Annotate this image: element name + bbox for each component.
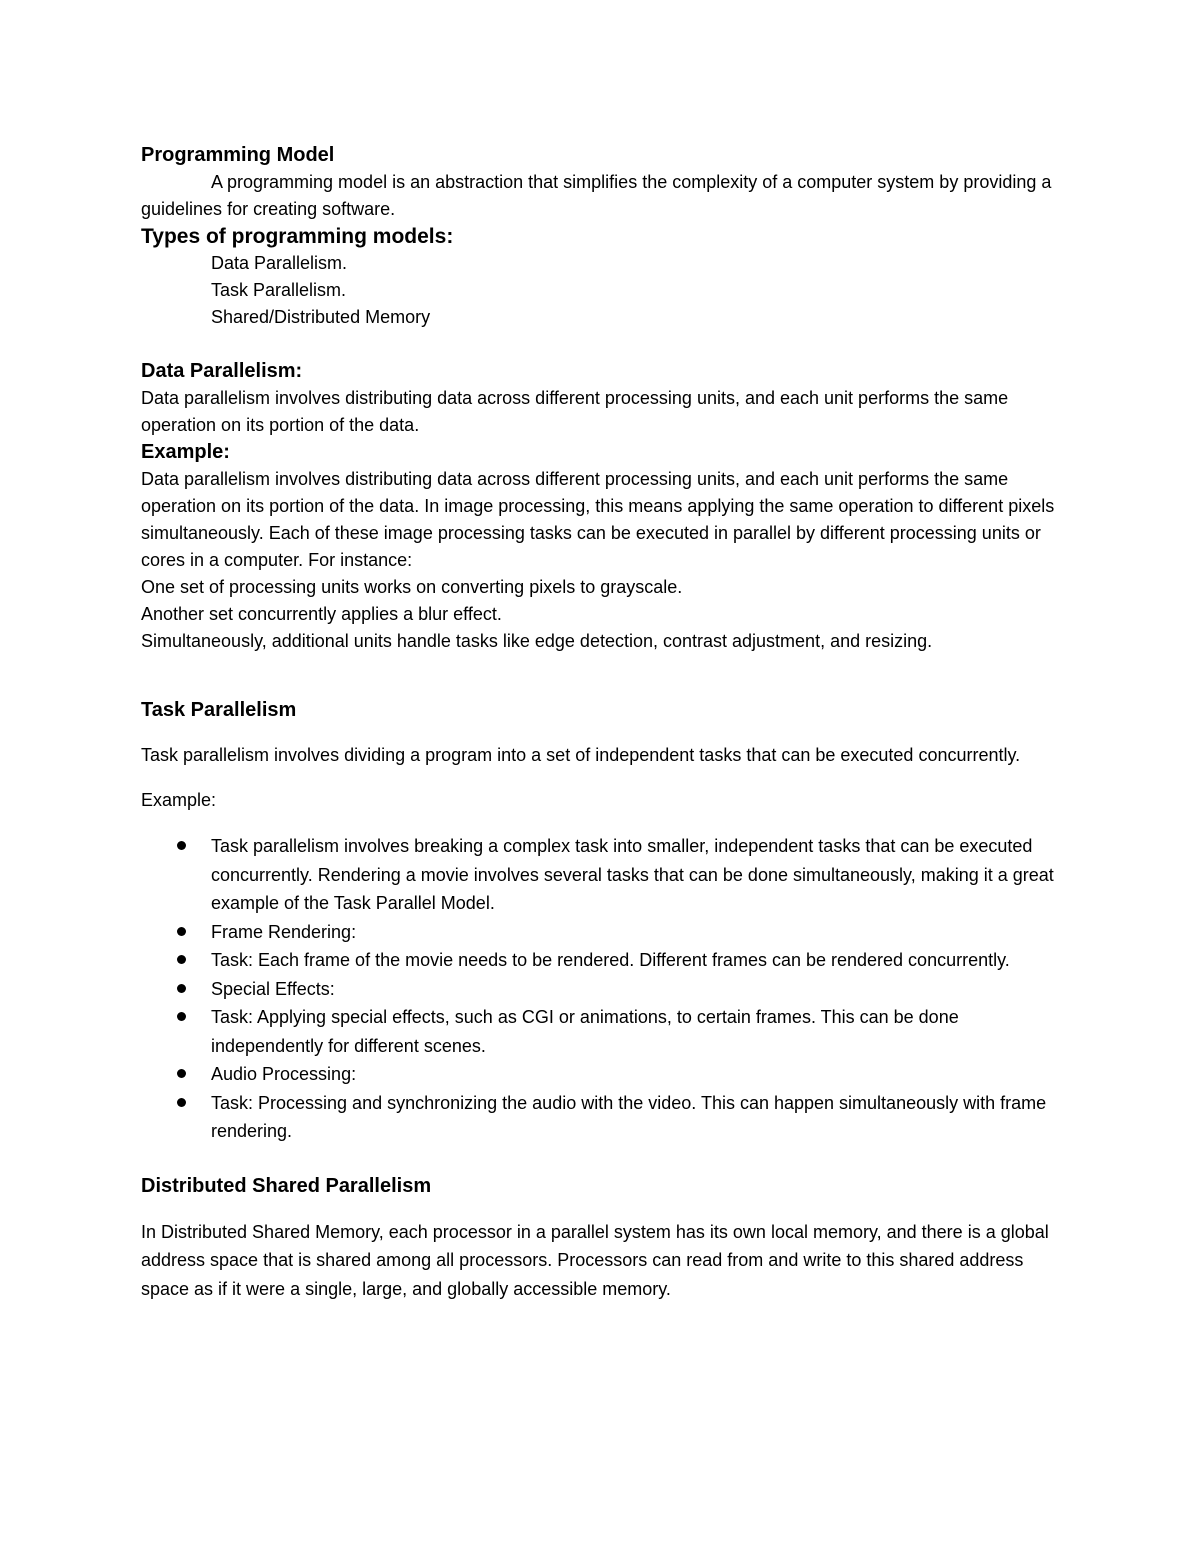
spacer xyxy=(141,814,1061,832)
heading-data-parallelism: Data Parallelism: xyxy=(141,360,303,382)
spacer xyxy=(141,724,1061,742)
heading-distributed-shared: Distributed Shared Parallelism xyxy=(141,1174,432,1197)
bullet-item xyxy=(211,975,1061,1004)
spacer xyxy=(141,769,1061,787)
bullet-icon xyxy=(177,1069,186,1078)
spacer xyxy=(141,1200,1061,1218)
paragraph-programming-model: A programming model is an abstraction that simplifies the complexity of a computer system by providing a guidelines for creating software. xyxy=(141,172,1052,219)
spacer xyxy=(141,331,1061,358)
bullet-item xyxy=(211,1089,1061,1146)
bullet-item xyxy=(211,1060,1061,1089)
paragraph-data-parallelism: Data parallelism involves distributing data across different processing units, and each unit performs the same operation on its portion of the data. xyxy=(141,388,1009,435)
types-item: Task Parallelism. xyxy=(211,280,347,300)
bullet-text: Audio Processing: xyxy=(211,1064,357,1084)
heading-types: Types of programming models: xyxy=(141,225,454,248)
paragraph-distributed-shared: In Distributed Shared Memory, each processor in a parallel system has its own local memory, and there is a global address space that is shared among all processors. Processors can read from and write to this shared address space as if it were a single, large, and globally accessible memory. xyxy=(141,1221,1049,1299)
bullet-icon xyxy=(177,1098,186,1107)
bullet-icon xyxy=(177,984,186,993)
example-line: One set of processing units works on converting pixels to grayscale. xyxy=(141,577,683,597)
label-example-task: Example: xyxy=(141,790,217,810)
bullet-icon xyxy=(177,927,186,936)
bullet-text: Task parallelism involves breaking a complex task into smaller, independent tasks that can be executed concurrently. Rendering a movie involves several tasks that can be done simultaneously, making it a great example of the Task Parallel Model. xyxy=(211,836,1054,913)
heading-programming-model: Programming Model xyxy=(141,144,335,166)
bullet-icon xyxy=(177,841,186,850)
document-body xyxy=(141,142,1061,1303)
heading-example-data: Example: xyxy=(141,441,230,463)
example-line: Another set concurrently applies a blur effect. xyxy=(141,604,502,624)
spacer xyxy=(141,1146,1061,1173)
bullet-item xyxy=(211,1003,1061,1060)
bullet-item xyxy=(211,946,1061,975)
bullet-item xyxy=(211,918,1061,947)
paragraph-task-parallelism: Task parallelism involves dividing a program into a set of independent tasks that can be executed concurrently. xyxy=(141,745,1021,765)
spacer xyxy=(141,655,1061,697)
types-list xyxy=(141,250,1061,331)
task-bullet-list xyxy=(141,832,1061,1146)
paragraph-example-data: Data parallelism involves distributing data across different processing units, and each unit performs the same operation on its portion of the data. In image processing, this means applying the same operation to different pixels simultaneously. Each of these image processing tasks can be executed in parallel by different processing units or cores in a computer. For instance: xyxy=(141,469,1055,570)
bullet-text: Frame Rendering: xyxy=(211,921,357,942)
types-item: Data Parallelism. xyxy=(211,253,348,273)
bullet-icon xyxy=(177,1012,186,1021)
bullet-text: Task: Each frame of the movie needs to be rendered. Different frames can be rendered concurrently. xyxy=(211,950,1010,970)
bullet-text: Task: Processing and synchronizing the audio with the video. This can happen simultaneously with frame rendering. xyxy=(211,1092,1047,1141)
types-item: Shared/Distributed Memory xyxy=(211,307,431,327)
bullet-text: Task: Applying special effects, such as CGI or animations, to certain frames. This can be done independently for different scenes. xyxy=(211,1007,959,1056)
bullet-text: Special Effects: xyxy=(211,978,335,999)
example-line: Simultaneously, additional units handle tasks like edge detection, contrast adjustment, and resizing. xyxy=(141,631,933,651)
bullet-icon xyxy=(177,955,186,964)
heading-task-parallelism: Task Parallelism xyxy=(141,699,297,721)
bullet-item xyxy=(211,832,1061,918)
